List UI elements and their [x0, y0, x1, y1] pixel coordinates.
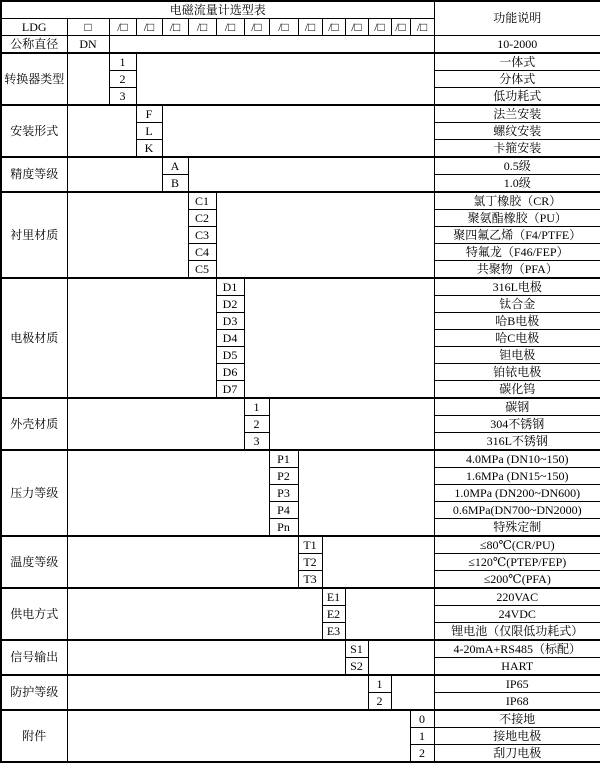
- model-slot-box: /□: [188, 19, 216, 36]
- desc-cell: IP68: [434, 693, 600, 711]
- desc-cell: 碳钢: [434, 398, 600, 416]
- code-cell: 0: [410, 710, 434, 728]
- desc-cell: 24VDC: [434, 606, 600, 623]
- spacer-cell: [67, 588, 322, 640]
- table-title: 电磁流量计选型表: [1, 1, 434, 19]
- code-cell: C2: [188, 210, 216, 227]
- spacer-cell: [67, 450, 269, 536]
- code-cell: T3: [298, 571, 322, 589]
- spacer-cell: [216, 192, 434, 278]
- desc-cell: 10-2000: [434, 36, 600, 54]
- code-cell: 2: [109, 71, 136, 88]
- desc-cell: 钽电极: [434, 347, 600, 364]
- code-cell: D1: [216, 278, 244, 296]
- desc-cell: 316L不锈钢: [434, 433, 600, 451]
- field-name: 外壳材质: [1, 398, 67, 450]
- desc-cell: 特殊定制: [434, 519, 600, 537]
- desc-cell: 螺纹安装: [434, 123, 600, 140]
- code-cell: 1: [410, 728, 434, 745]
- desc-cell: 1.6MPa (DN15~150): [434, 468, 600, 485]
- desc-cell: 4.0MPa (DN10~150): [434, 450, 600, 468]
- desc-cell: 1.0级: [434, 175, 600, 193]
- code-cell: 1: [368, 675, 391, 693]
- model-first-box: □: [67, 19, 109, 36]
- code-cell: D3: [216, 313, 244, 330]
- spacer-cell: [67, 192, 188, 278]
- desc-cell: 哈C电极: [434, 330, 600, 347]
- code-cell: E3: [322, 623, 345, 641]
- field-name: 温度等级: [1, 536, 67, 588]
- model-slot-box: /□: [345, 19, 368, 36]
- spacer-cell: [368, 640, 434, 675]
- code-cell: T1: [298, 536, 322, 554]
- code-cell: S1: [345, 640, 368, 658]
- code-cell: S2: [345, 658, 368, 676]
- desc-cell: 锂电池（仅限低功耗式）: [434, 623, 600, 641]
- desc-cell: 聚四氟乙烯（F4/PTFE）: [434, 227, 600, 244]
- desc-cell: ≤200℃(PFA): [434, 571, 600, 589]
- model-slot-box: /□: [244, 19, 269, 36]
- code-cell: 2: [244, 416, 269, 433]
- code-cell: C1: [188, 192, 216, 210]
- desc-cell: HART: [434, 658, 600, 676]
- desc-cell: 分体式: [434, 71, 600, 88]
- desc-cell: 1.0MPa (DN200~DN600): [434, 485, 600, 502]
- model-slot-box: /□: [298, 19, 322, 36]
- code-cell: D6: [216, 364, 244, 381]
- code-cell: P1: [269, 450, 298, 468]
- code-cell: B: [162, 175, 188, 193]
- field-name: 衬里材质: [1, 192, 67, 278]
- spacer-cell: [162, 105, 434, 157]
- code-cell: P2: [269, 468, 298, 485]
- spacer-cell: [391, 675, 434, 710]
- code-cell: Pn: [269, 519, 298, 537]
- desc-cell: ≤120℃(PTEP/FEP): [434, 554, 600, 571]
- spacer-cell: [67, 640, 345, 675]
- field-name: 附件: [1, 710, 67, 762]
- code-cell: 3: [244, 433, 269, 451]
- desc-cell: 卡箍安装: [434, 140, 600, 158]
- spacer-cell: [244, 278, 434, 398]
- spacer-cell: [322, 536, 434, 588]
- function-desc-header: 功能说明: [434, 1, 600, 36]
- desc-cell: 聚氨酯橡胶（PU）: [434, 210, 600, 227]
- desc-cell: 法兰安装: [434, 105, 600, 123]
- code-cell: 3: [109, 88, 136, 106]
- desc-cell: 不接地: [434, 710, 600, 728]
- desc-cell: IP65: [434, 675, 600, 693]
- spacer-cell: [188, 157, 434, 192]
- spacer-cell: [67, 675, 368, 710]
- field-name: 电极材质: [1, 278, 67, 398]
- model-slot-box: /□: [410, 19, 434, 36]
- desc-cell: 铂铱电极: [434, 364, 600, 381]
- spacer-cell: [298, 450, 434, 536]
- code-cell: E2: [322, 606, 345, 623]
- spacer-cell: [67, 53, 109, 105]
- field-name: 安装形式: [1, 105, 67, 157]
- code-cell: P3: [269, 485, 298, 502]
- field-name: 精度等级: [1, 157, 67, 192]
- model-slot-box: /□: [322, 19, 345, 36]
- code-cell: P4: [269, 502, 298, 519]
- code-cell: D4: [216, 330, 244, 347]
- spacer-cell: [67, 105, 136, 157]
- field-name: 压力等级: [1, 450, 67, 536]
- desc-cell: ≤80℃(CR/PU): [434, 536, 600, 554]
- field-name: 供电方式: [1, 588, 67, 640]
- code-cell: 2: [368, 693, 391, 711]
- desc-cell: 碳化钨: [434, 381, 600, 399]
- code-cell: D7: [216, 381, 244, 399]
- model-slot-box: /□: [391, 19, 410, 36]
- spacer-cell: [67, 278, 216, 398]
- spacer-cell: [67, 157, 162, 192]
- code-cell: F: [136, 105, 162, 123]
- code-cell: C5: [188, 261, 216, 279]
- field-name: 公称直径: [1, 36, 67, 54]
- code-cell: D5: [216, 347, 244, 364]
- desc-cell: 刮刀电极: [434, 745, 600, 763]
- model-slot-box: /□: [109, 19, 136, 36]
- code-cell: 1: [109, 53, 136, 71]
- spacer-cell: [67, 398, 244, 450]
- desc-cell: 4-20mA+RS485（标配）: [434, 640, 600, 658]
- desc-cell: 316L电极: [434, 278, 600, 296]
- desc-cell: 共聚物（PFA）: [434, 261, 600, 279]
- desc-cell: 哈B电极: [434, 313, 600, 330]
- desc-cell: 304不锈钢: [434, 416, 600, 433]
- code-cell: K: [136, 140, 162, 158]
- field-name: 信号输出: [1, 640, 67, 675]
- model-prefix: LDG: [1, 19, 67, 36]
- model-slot-box: /□: [136, 19, 162, 36]
- spacer-cell: [269, 398, 434, 450]
- desc-cell: 接地电极: [434, 728, 600, 745]
- model-slot-box: /□: [216, 19, 244, 36]
- spacer-cell: [345, 588, 434, 640]
- spacer-cell: [67, 536, 298, 588]
- desc-cell: 特氟龙（F46/FEP）: [434, 244, 600, 261]
- spacer-cell: [136, 53, 434, 105]
- model-slot-box: /□: [162, 19, 188, 36]
- desc-cell: 0.5级: [434, 157, 600, 175]
- field-name: 转换器类型: [1, 53, 67, 105]
- code-cell: 1: [244, 398, 269, 416]
- model-slot-box: /□: [269, 19, 298, 36]
- spacer-cell: [67, 710, 410, 762]
- desc-cell: 220VAC: [434, 588, 600, 606]
- code-cell: A: [162, 157, 188, 175]
- model-slot-box: /□: [368, 19, 391, 36]
- code-cell: DN: [67, 36, 109, 54]
- code-cell: C3: [188, 227, 216, 244]
- desc-cell: 0.6MPa(DN700~DN2000): [434, 502, 600, 519]
- code-cell: 2: [410, 745, 434, 763]
- desc-cell: 氯丁橡胶（CR）: [434, 192, 600, 210]
- desc-cell: 一体式: [434, 53, 600, 71]
- spacer-cell: [109, 36, 434, 54]
- code-cell: L: [136, 123, 162, 140]
- code-cell: T2: [298, 554, 322, 571]
- field-name: 防护等级: [1, 675, 67, 710]
- code-cell: D2: [216, 296, 244, 313]
- desc-cell: 钛合金: [434, 296, 600, 313]
- code-cell: C4: [188, 244, 216, 261]
- code-cell: E1: [322, 588, 345, 606]
- desc-cell: 低功耗式: [434, 88, 600, 106]
